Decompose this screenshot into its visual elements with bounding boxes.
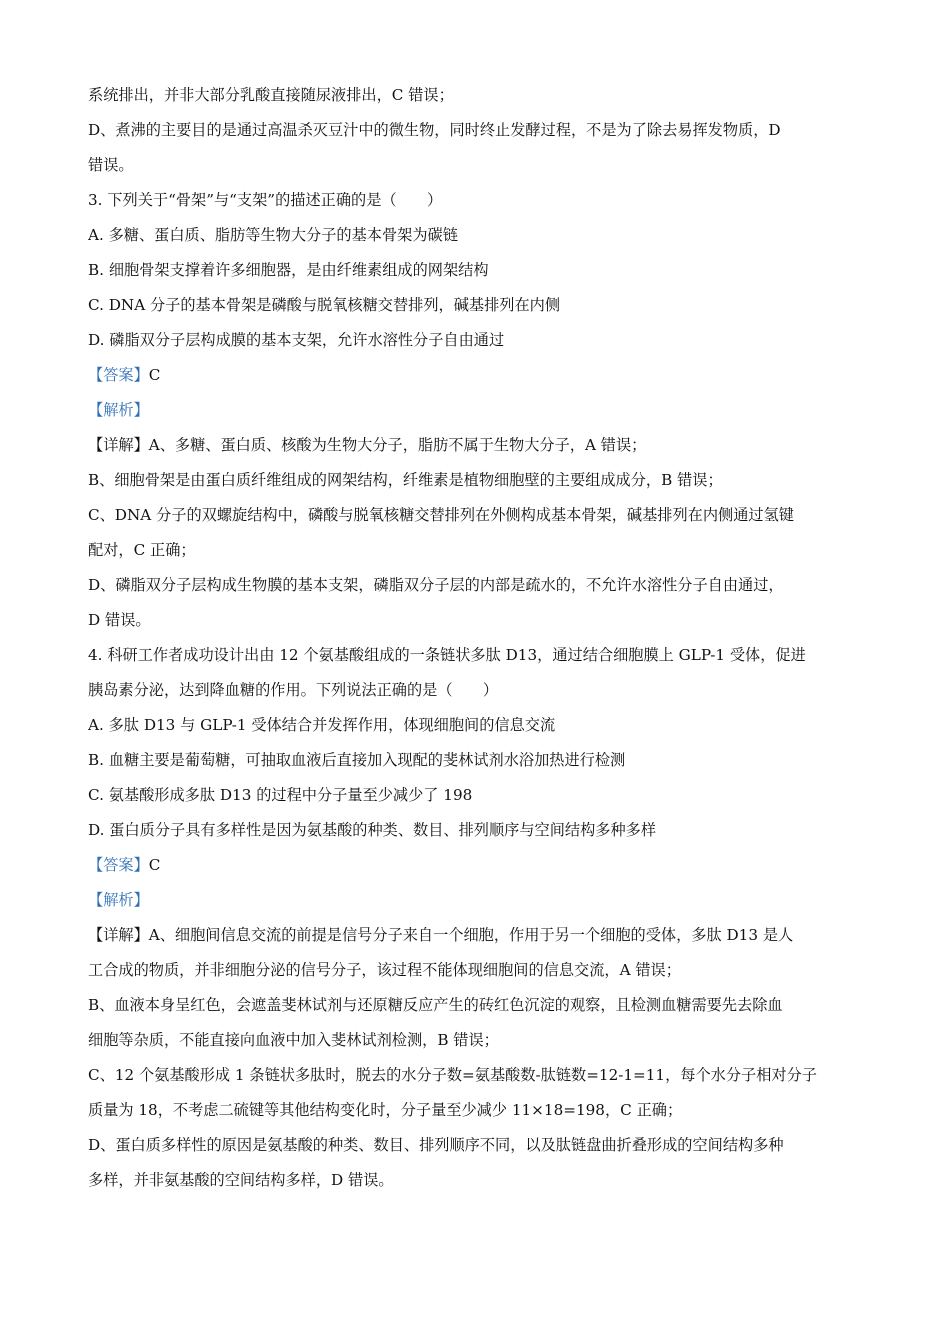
text-line: D、磷脂双分子层构成生物膜的基本支架，磷脂双分子层的内部是疏水的，不允许水溶性分子自由通过， <box>88 576 784 594</box>
analysis-tag: 【解析】 <box>88 891 149 909</box>
question-4-option-d: D. 蛋白质分子具有多样性是因为氨基酸的种类、数目、排列顺序与空间结构多种多样 <box>88 821 657 839</box>
answer-tag: 【答案】 <box>88 366 149 384</box>
text-line: D 错误。 <box>88 611 151 629</box>
question-4-analysis-heading <box>88 883 863 918</box>
text-line: 多样，并非氨基酸的空间结构多样，D 错误。 <box>88 1171 394 1189</box>
question-4-detail: 【详解】A、细胞间信息交流的前提是信号分子来自一个细胞，作用于另一个细胞的受体，多肽 D13 是人 <box>88 926 794 944</box>
text-line: 配对，C 正确； <box>88 541 196 559</box>
question-3-detail: 【详解】A、多糖、蛋白质、核酸为生物大分子，脂肪不属于生物大分子，A 错误； <box>88 436 647 454</box>
detail-tag: 【详解】 <box>88 926 149 944</box>
detail-tag: 【详解】 <box>88 436 149 454</box>
text-line: B、细胞骨架是由蛋白质纤维组成的网架结构，纤维素是植物细胞壁的主要组成成分，B 错误； <box>88 471 723 489</box>
text-line: 细胞等杂质，不能直接向血液中加入斐林试剂检测，B 错误； <box>88 1031 499 1049</box>
question-3-option-a: A. 多糖、蛋白质、脂肪等生物大分子的基本骨架为碳链 <box>88 226 458 244</box>
question-3-answer: 【答案】C <box>88 366 161 384</box>
text-line: D、蛋白质多样性的原因是氨基酸的种类、数目、排列顺序不同，以及肽链盘曲折叠形成的空间结构多种 <box>88 1136 784 1154</box>
analysis-tag: 【解析】 <box>88 401 149 419</box>
question-4-option-b: B. 血糖主要是葡萄糖，可抽取血液后直接加入现配的斐林试剂水浴加热进行检测 <box>88 751 626 769</box>
question-3-option-b: B. 细胞骨架支撑着许多细胞器，是由纤维素组成的网架结构 <box>88 261 489 279</box>
text-line: 系统排出，并非大部分乳酸直接随尿液排出，C 错误； <box>88 86 454 104</box>
text-line: 质量为 18，不考虑二硫键等其他结构变化时，分子量至少减少 11×18=198，C 正确； <box>88 1101 683 1119</box>
text-line: C、12 个氨基酸形成 1 条链状多肽时，脱去的水分子数=氨基酸数-肽链数=12-1=11，每个水分子相对分子 <box>88 1066 817 1084</box>
question-4-answer: 【答案】C <box>88 856 161 874</box>
question-4-stem: 4. 科研工作者成功设计出由 12 个氨基酸组成的一条链状多肽 D13，通过结合细胞膜上 GLP-1 受体，促进 <box>88 646 806 664</box>
text-line: B、血液本身呈红色，会遮盖斐林试剂与还原糖反应产生的砖红色沉淀的观察，且检测血糖需要先去除血 <box>88 996 783 1014</box>
question-3-stem: 3. 下列关于“骨架”与“支架”的描述正确的是（ ） <box>88 191 443 209</box>
text-line: 错误。 <box>88 156 134 174</box>
question-4-stem-cont: 胰岛素分泌，达到降血糖的作用。下列说法正确的是（ ） <box>88 681 499 699</box>
question-3-analysis-heading <box>88 393 863 428</box>
answer-tag: 【答案】 <box>88 856 149 874</box>
question-4-option-a: A. 多肽 D13 与 GLP-1 受体结合并发挥作用，体现细胞间的信息交流 <box>88 716 556 734</box>
document-body <box>88 78 863 1198</box>
question-3-option-d: D. 磷脂双分子层构成膜的基本支架，允许水溶性分子自由通过 <box>88 331 505 349</box>
question-4-option-c: C. 氨基酸形成多肽 D13 的过程中分子量至少减少了 198 <box>88 786 473 804</box>
text-line: 工合成的物质，并非细胞分泌的信号分子，该过程不能体现细胞间的信息交流，A 错误； <box>88 961 681 979</box>
text-line: D、煮沸的主要目的是通过高温杀灭豆汁中的微生物，同时终止发酵过程，不是为了除去易挥发物质，D <box>88 121 781 139</box>
question-3-option-c: C. DNA 分子的基本骨架是磷酸与脱氧核糖交替排列，碱基排列在内侧 <box>88 296 561 314</box>
text-line: C、DNA 分子的双螺旋结构中，磷酸与脱氧核糖交替排列在外侧构成基本骨架，碱基排列在内侧通过氢键 <box>88 506 794 524</box>
